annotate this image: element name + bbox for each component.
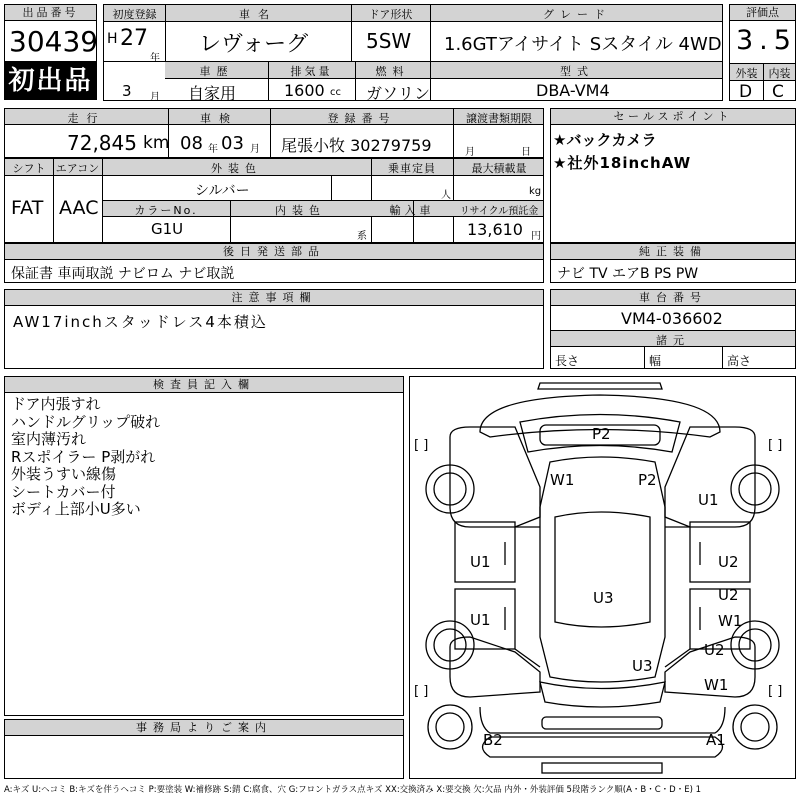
damage-mark: U3 bbox=[593, 589, 614, 607]
history-label: 車歴 bbox=[199, 65, 234, 78]
inspector-line: ドア内張すれ bbox=[11, 395, 101, 413]
reg-year: 27 bbox=[120, 26, 148, 51]
damage-mark: U1 bbox=[470, 611, 491, 629]
bracket-right-bottom: [ ] bbox=[768, 684, 783, 699]
lot-number-box bbox=[4, 4, 97, 62]
bracket-left-top: [ ] bbox=[414, 438, 429, 453]
equipment: ナビ TV エアB PS PW bbox=[557, 266, 699, 282]
inspector-label: 検査員記入欄 bbox=[5, 377, 403, 393]
fuel-label: 燃料 bbox=[375, 65, 410, 78]
damage-mark: U1 bbox=[470, 553, 491, 571]
bracket-right-top: [ ] bbox=[768, 438, 783, 453]
later-parts-box bbox=[4, 243, 544, 283]
car-diagram-box bbox=[409, 376, 796, 779]
inspector-line: シートカバー付 bbox=[11, 482, 116, 501]
notes-box bbox=[4, 289, 544, 369]
grade-label: グレード bbox=[543, 8, 611, 21]
lot-number: 30439 bbox=[9, 25, 99, 58]
max-load-unit: kg bbox=[529, 186, 542, 197]
mileage-label: 走行 bbox=[67, 112, 106, 125]
row2-box bbox=[4, 108, 544, 158]
notes-label: 注意事項欄 bbox=[5, 290, 543, 306]
era: H bbox=[107, 31, 118, 47]
ext-score: D bbox=[739, 82, 753, 102]
inspector-line: 室内薄汚れ bbox=[11, 430, 87, 448]
car-diagram bbox=[410, 377, 795, 778]
history: 自家用 bbox=[188, 84, 237, 103]
color-label: 外装色 bbox=[211, 162, 262, 175]
score-box bbox=[729, 4, 796, 101]
office-label: 事務局よりご案内 bbox=[5, 720, 403, 736]
first-listing-badge: 初出品 bbox=[4, 62, 97, 100]
inspector-line: Rスポイラー P剥がれ bbox=[11, 447, 156, 466]
reg-month: 3 bbox=[122, 82, 132, 100]
inspector-line: ボディ上部小U多い bbox=[11, 500, 141, 518]
inspection-label: 車検 bbox=[200, 112, 238, 125]
first-reg-label: 初度登録 bbox=[112, 8, 157, 21]
grade: 1.6GTアイサイト Sスタイル 4WD bbox=[444, 34, 722, 55]
inspection-month: 03 bbox=[221, 133, 244, 154]
car-name-label: 車名 bbox=[239, 8, 277, 21]
inspector-box bbox=[4, 376, 404, 716]
chassis-label: 車台番号 bbox=[551, 290, 795, 306]
dims-label: 諸元 bbox=[656, 334, 690, 347]
damage-mark: W1 bbox=[550, 471, 575, 489]
doors-label: ドア形状 bbox=[368, 8, 413, 21]
sales-points-box bbox=[550, 108, 796, 243]
office-box bbox=[4, 719, 404, 779]
transfer-day: 日 bbox=[521, 147, 531, 158]
color-no-label: カラーNo. bbox=[134, 204, 198, 217]
inspection-year: 08 bbox=[180, 133, 203, 154]
ac: AAC bbox=[59, 197, 99, 219]
reg-no: 尾張小牧 30279759 bbox=[281, 136, 432, 155]
damage-mark: U2 bbox=[718, 553, 739, 571]
sales-point-2: ★社外18inchAW bbox=[553, 154, 692, 172]
bracket-left-bottom: [ ] bbox=[414, 684, 429, 699]
later-parts-label: 後日発送部品 bbox=[5, 244, 543, 260]
model: DBA-VM4 bbox=[536, 81, 610, 100]
equipment-label: 純正装備 bbox=[551, 244, 795, 260]
legend: A:キズ U:ヘコミ B:キズを伴うヘコミ P:要塗装 W:補修跡 S:錆 C:腐食、穴 G:フロントガラス点キズ XX:交換済み X:要交換 欠:欠品 内外・外装評価 5段階ランク順(A・B・C・D・E) 1 bbox=[4, 785, 702, 795]
reg-no-label: 登録番号 bbox=[327, 112, 396, 125]
doors: 5SW bbox=[366, 29, 412, 53]
transfer-month: 月 bbox=[465, 147, 475, 158]
main-info-box bbox=[103, 4, 723, 101]
transfer-label: 譲渡書類期限 bbox=[466, 112, 532, 125]
color-no: G1U bbox=[151, 220, 184, 238]
shift: FAT bbox=[11, 197, 44, 219]
lot-label: 出品番号 bbox=[5, 5, 96, 21]
int-score: C bbox=[772, 82, 784, 102]
score: 3.5 bbox=[736, 25, 797, 56]
ac-label: エアコン bbox=[55, 162, 100, 175]
displacement-label: 排気量 bbox=[290, 65, 333, 78]
recycle: 13,610 bbox=[467, 220, 523, 239]
import-label: 輸入車 bbox=[389, 204, 435, 217]
km-unit: km bbox=[143, 133, 170, 153]
notes: AW17inchスタッドレス4本積込 bbox=[13, 313, 268, 331]
model-label: 型式 bbox=[560, 65, 594, 78]
car-name: レヴォーグ bbox=[199, 32, 309, 57]
inspector-line: ハンドルグリップ破れ bbox=[11, 412, 161, 431]
inspection-month-unit: 月 bbox=[250, 144, 260, 155]
cc-unit: cc bbox=[330, 87, 341, 98]
interior-suffix: 系 bbox=[357, 231, 367, 242]
ext-label: 外装 bbox=[735, 67, 758, 80]
recycle-label: リサイクル預託金 bbox=[459, 206, 539, 217]
later-parts: 保証書 車両取説 ナビロム ナビ取説 bbox=[11, 266, 235, 282]
color: シルバー bbox=[195, 183, 250, 199]
year-unit: 年 bbox=[150, 53, 160, 64]
damage-mark: U1 bbox=[698, 491, 719, 509]
capacity-unit: 人 bbox=[441, 190, 451, 201]
damage-mark: U3 bbox=[632, 657, 653, 675]
sales-label: セールスポイント bbox=[551, 109, 795, 125]
int-label: 内装 bbox=[768, 67, 791, 80]
specs-box bbox=[4, 158, 544, 243]
inspection-year-unit: 年 bbox=[208, 144, 218, 155]
sales-point-1: ★バックカメラ bbox=[553, 131, 657, 149]
interior-color-label: 内装色 bbox=[275, 204, 326, 217]
damage-mark: P2 bbox=[592, 425, 611, 443]
chassis-number: VM4-036602 bbox=[621, 309, 723, 328]
width-label: 幅 bbox=[649, 354, 662, 368]
displacement: 1600 bbox=[284, 81, 325, 100]
chassis-box bbox=[550, 289, 796, 369]
damage-mark: B2 bbox=[483, 731, 503, 749]
inspector-line: 外装うすい線傷 bbox=[11, 465, 117, 483]
equipment-box bbox=[550, 243, 796, 283]
month-unit: 月 bbox=[150, 92, 160, 103]
shift-label: シフト bbox=[12, 162, 46, 175]
fuel: ガソリン bbox=[366, 84, 431, 103]
max-load-label: 最大積載量 bbox=[471, 162, 527, 175]
height-label: 高さ bbox=[727, 354, 752, 368]
yen-unit: 円 bbox=[531, 231, 541, 242]
damage-mark: W1 bbox=[704, 676, 729, 694]
mileage: 72,845 bbox=[67, 131, 137, 155]
damage-mark: U2 bbox=[718, 586, 739, 604]
damage-mark: W1 bbox=[718, 612, 743, 630]
damage-mark: U2 bbox=[704, 641, 725, 659]
damage-mark: A1 bbox=[706, 731, 726, 749]
score-label: 評価点 bbox=[730, 5, 795, 21]
length-label: 長さ bbox=[555, 354, 580, 368]
capacity-label: 乗車定員 bbox=[388, 162, 436, 175]
damage-mark: P2 bbox=[638, 471, 657, 489]
